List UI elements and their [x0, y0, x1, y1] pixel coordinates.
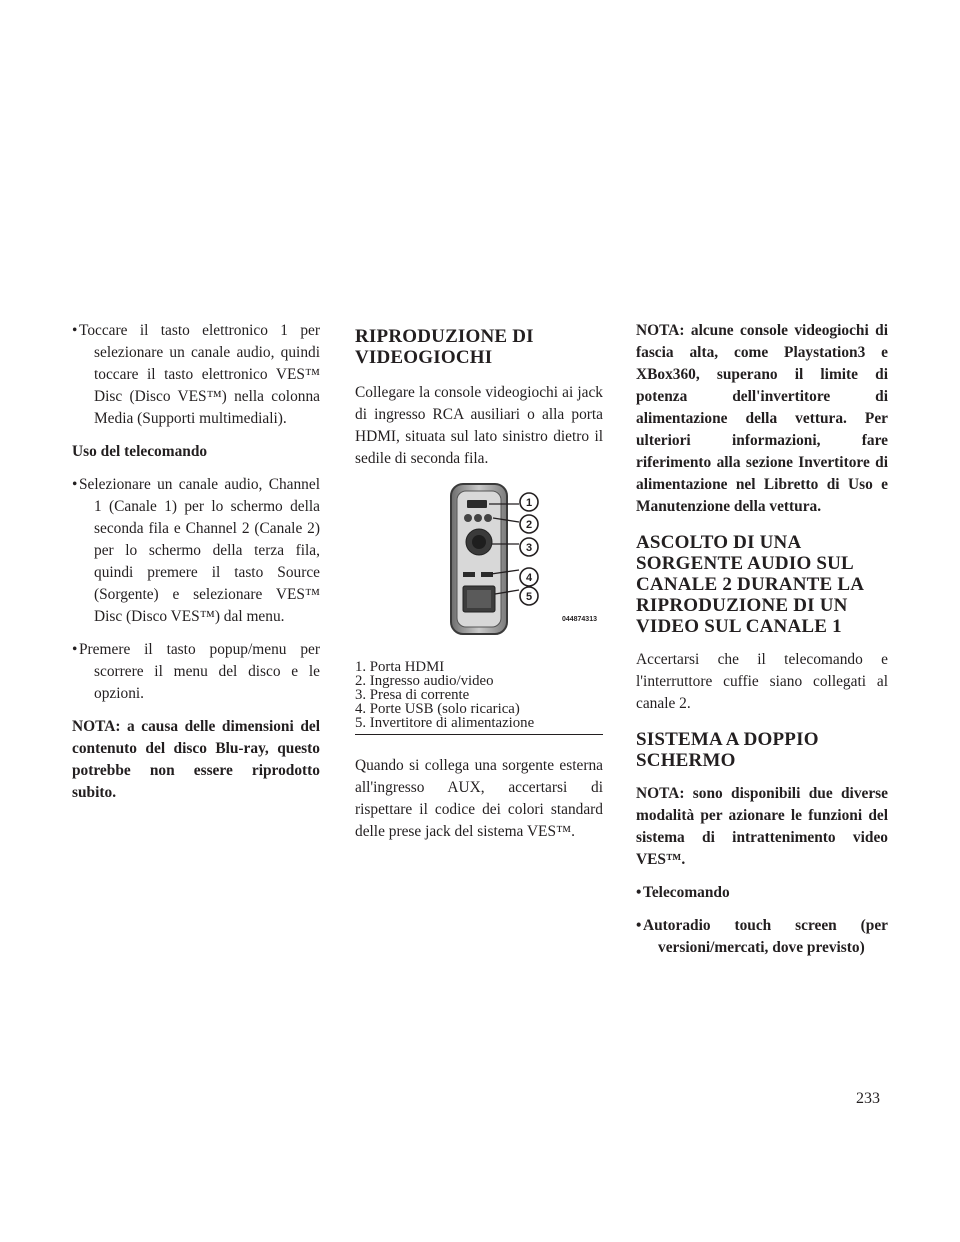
- list-item: • Telecomando: [636, 882, 888, 904]
- figure-code: 044874313: [561, 616, 597, 623]
- section-heading-videogames: RIPRODUZIONE DI VIDEOGIOCHI: [355, 326, 534, 368]
- caption-item: 3. Presa di corrente: [355, 687, 470, 703]
- note-dual-modes: NOTA: sono disponibili due diverse modalità per azionare le funzioni del sistema di intrattenimento video VES™.: [636, 785, 888, 868]
- bullet-list-ves-disc: [72, 320, 320, 430]
- note-console-power: NOTA: alcune console videogiochi di fascia alta, come Playstation3 e XBox360, superano il limite di potenza dell'invertitore di alimentazione della vettura. Per ulteriori informazioni, fare riferimento alla sezione Invertitore di alimentazione nel Libretto di Uso e Manutenzione della vettura.: [636, 322, 888, 515]
- callout-label: 2: [525, 519, 533, 531]
- section-heading-channel2-audio: ASCOLTO DI UNA SORGENTE AUDIO SUL CANALE 2 DURANTE LA RIPRODUZIONE DI UN VIDEO SUL CANALE 1: [636, 532, 864, 637]
- bullet-list-remote: [72, 474, 320, 705]
- paragraph-channel2: Accertarsi che il telecomando e l'interruttore cuffie siano collegati al canale 2.: [636, 651, 888, 712]
- note-bluray: NOTA: a causa delle dimensioni del contenuto del disco Blu-ray, questo potrebbe non essere riprodotto subito.: [72, 718, 320, 801]
- caption-divider: [355, 734, 603, 735]
- caption-item: 4. Porte USB (solo ricarica): [355, 701, 520, 717]
- callout-label: 3: [525, 542, 533, 554]
- usb-port: [463, 572, 475, 577]
- column-middle: [355, 320, 603, 843]
- column-right: [636, 320, 888, 970]
- callout-label: 4: [525, 572, 533, 584]
- list-item: • Selezionare un canale audio, Channel 1 (Canale 1) per lo schermo della seconda fila e Channel 2 (Canale 2) per lo schermo della terza fila, quindi premere il tasto Source (Sorgente) e selezionare VES™ Disc (Disco VES™) dal menu.: [72, 474, 320, 628]
- column-left: [72, 320, 320, 804]
- caption-item: 2. Ingresso audio/video: [355, 673, 494, 689]
- callout-label: 5: [525, 591, 533, 603]
- figure-caption-list: [355, 660, 603, 730]
- section-heading-dual-screen: SISTEMA A DOPPIO SCHERMO: [636, 729, 819, 771]
- caption-item: 1. Porta HDMI: [355, 659, 445, 675]
- list-item: • Premere il tasto popup/menu per scorrere il menu del disco e le opzioni.: [72, 639, 320, 705]
- page-number: 233: [856, 1090, 880, 1107]
- bullet-list-control-modes: [636, 882, 888, 959]
- figure-console-ports: [443, 482, 603, 642]
- list-item: • Autoradio touch screen (per versioni/mercati, dove previsto): [636, 915, 888, 959]
- hdmi-port: [467, 500, 487, 508]
- list-item: • Toccare il tasto elettronico 1 per selezionare un canale audio, quindi toccare il tasto elettronico VES™ Disc (Disco VES™) nella colonna Media (Supporti multimediali).: [72, 320, 320, 430]
- caption-item: 5. Invertitore di alimentazione: [355, 715, 535, 731]
- subheading-remote: Uso del telecomando: [72, 443, 208, 460]
- console-ports-illustration: [443, 482, 603, 642]
- paragraph-aux-input: Quando si collega una sorgente esterna all'ingresso AUX, accertarsi di rispettare il codice dei colori standard delle prese jack del sistema VES™.: [355, 757, 603, 840]
- paragraph-connect-console: Collegare la console videogiochi ai jack di ingresso RCA ausiliari o alla porta HDMI, situata sul lato sinistro dietro il sedile di seconda fila.: [355, 384, 603, 467]
- callout-label: 1: [525, 497, 533, 509]
